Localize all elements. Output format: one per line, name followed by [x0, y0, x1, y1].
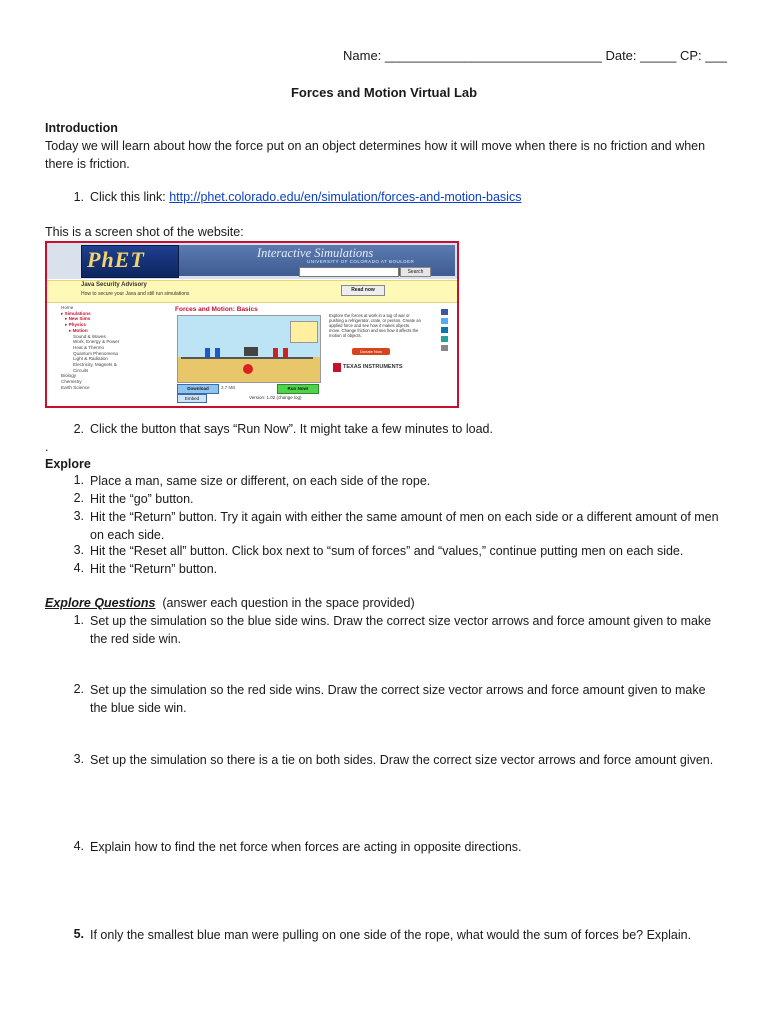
name-label: Name: — [343, 48, 382, 63]
cp-label: CP: — [679, 48, 702, 63]
phet-website-screenshot — [45, 241, 459, 408]
question-text: Set up the simulation so there is a tie on both sides. Draw the correct size vector arrows and force amount given. — [90, 753, 714, 767]
explore-item-number: 3. — [73, 509, 84, 523]
explore-questions-heading: Explore Questions — [45, 596, 156, 610]
question-text: Set up the simulation so the red side wins. Draw the correct size vector arrows and force amount given to make the blue side win. — [90, 683, 706, 715]
screenshot-search-input — [299, 267, 399, 277]
nav-item: Chemistry — [61, 379, 82, 385]
question-item — [0, 752, 768, 788]
step-2-text: Click the button that says “Run Now”. It might take a few minutes to load. — [90, 422, 493, 436]
donate-button: Donate Now — [352, 348, 390, 355]
explore-item-number: 2. — [73, 491, 84, 505]
question-number: 5. — [73, 927, 84, 941]
sim-description: Explore the forces at work in a tug of war or pushing a refrigerator, crate, or person. Create an applied force and see how it makes objects move. Change friction and see how it affects the motion of objects. — [329, 313, 421, 338]
explore-item-number: 4. — [73, 561, 84, 575]
download-button: Download — [177, 384, 219, 394]
nav-item: ▸ Physics — [65, 322, 86, 328]
phet-logo-text: PhET — [87, 247, 145, 272]
rope-graphic — [181, 357, 313, 359]
version-text: Version: 1.02 (change log) — [249, 395, 302, 400]
screenshot-search-button: Search — [400, 267, 431, 277]
explore-item-text: Place a man, same size or different, on each side of the rope. — [90, 474, 431, 488]
red-puller-graphic — [273, 348, 278, 358]
explore-item — [0, 509, 768, 545]
question-item — [0, 682, 768, 718]
explore-heading: Explore — [45, 457, 91, 471]
sponsor-text: TEXAS INSTRUMENTS — [343, 364, 403, 370]
nav-item: ▸ New Sims — [65, 316, 91, 322]
explore-questions-heading-line — [45, 596, 415, 610]
red-puller-graphic — [283, 348, 288, 358]
introduction-heading: Introduction — [45, 121, 118, 135]
run-now-button: Run Now! — [277, 384, 319, 394]
question-text: If only the smallest blue man were pulling on one side of the rope, what would the sum of forces be? Explain. — [90, 928, 692, 942]
explore-item-text: Hit the “Reset all” button. Click box next to “sum of forces” and “values,” continue putting men on each side. — [90, 544, 684, 558]
banner-subtitle: UNIVERSITY OF COLORADO AT BOULDER — [307, 259, 415, 264]
explore-item — [0, 543, 768, 561]
nav-item: ▸ Simulations — [61, 310, 91, 316]
sim-control-panel — [290, 321, 318, 343]
cart-graphic — [244, 347, 258, 356]
nav-item: Heat & Thermo — [73, 344, 105, 350]
student-info-line — [343, 48, 727, 63]
explore-item-number: 3. — [73, 543, 84, 557]
nav-item: Biology — [61, 373, 77, 379]
stray-dot: . — [45, 440, 49, 454]
download-size: 3.7 MB — [221, 385, 236, 390]
screenshot-nav — [61, 305, 133, 391]
nav-item: Earth Science — [61, 384, 90, 390]
go-button-graphic — [243, 364, 253, 374]
step-2 — [0, 422, 768, 440]
name-blank: ______________________________ — [384, 48, 602, 63]
embed-button: Embed — [177, 394, 207, 403]
blue-puller-graphic — [205, 348, 210, 358]
question-number: 4. — [73, 839, 84, 853]
introduction-text: Today we will learn about how the force put on an object determines how it will move when there is no friction and when there is friction. — [45, 139, 706, 171]
nav-item: Electricity, Magnets & Circuits — [73, 362, 117, 373]
question-text: Explain how to find the net force when forces are acting in opposite directions. — [90, 840, 522, 854]
step-2-number: 2. — [73, 422, 84, 436]
step-1 — [0, 190, 768, 208]
nav-item: Light & Radiation — [73, 356, 108, 362]
sim-title: Forces and Motion: Basics — [175, 306, 258, 313]
document-title: Forces and Motion Virtual Lab — [290, 85, 478, 100]
read-now-button: Read now — [341, 285, 385, 296]
step-1-number: 1. — [73, 190, 84, 204]
explore-item-text: Hit the “go” button. — [90, 492, 194, 506]
twitter-icon — [441, 318, 448, 324]
question-item — [0, 927, 768, 945]
nav-item: Sound & Waves — [73, 333, 106, 339]
explore-item-number: 1. — [73, 473, 84, 487]
nav-item: Work, Energy & Power — [73, 339, 120, 345]
screenshot-caption: This is a screen shot of the website: — [45, 225, 244, 239]
question-number: 2. — [73, 682, 84, 696]
advisory-subtitle: How to secure your Java and still run simulations — [81, 291, 190, 297]
nav-item: ▸ Motion — [69, 327, 88, 333]
step-1-prefix: Click this link: — [90, 190, 170, 204]
share-icon — [441, 336, 448, 342]
explore-item — [0, 561, 768, 579]
blue-puller-graphic — [215, 348, 220, 358]
explore-item — [0, 473, 768, 491]
date-label: Date: — [605, 48, 637, 63]
cp-blank: ___ — [705, 48, 727, 63]
date-blank: _____ — [640, 48, 677, 63]
explore-item — [0, 491, 768, 509]
explore-questions-note: (answer each question in the space provided) — [155, 596, 415, 610]
question-item — [0, 613, 768, 649]
linkedin-icon — [441, 327, 448, 333]
nav-item: Home — [61, 305, 74, 310]
facebook-icon — [441, 309, 448, 315]
question-number: 1. — [73, 613, 84, 627]
phet-simulation-link[interactable]: http://phet.colorado.edu/en/simulation/forces-and-motion-basics — [169, 190, 522, 204]
question-text: Set up the simulation so the blue side wins. Draw the correct size vector arrows and force amount given to make the red side win. — [90, 614, 712, 646]
question-item — [0, 839, 768, 857]
advisory-title: Java Security Advisory — [81, 282, 147, 288]
question-number: 3. — [73, 752, 84, 766]
explore-item-text: Hit the “Return” button. Try it again with either the same amount of men on each side or a different amount of men on each side. — [90, 510, 719, 542]
explore-item-text: Hit the “Return” button. — [90, 562, 218, 576]
texas-instruments-logo — [333, 363, 341, 372]
email-icon — [441, 345, 448, 351]
nav-item: Quantum Phenomena — [73, 350, 118, 356]
banner-title: Interactive Simulations — [257, 246, 374, 260]
